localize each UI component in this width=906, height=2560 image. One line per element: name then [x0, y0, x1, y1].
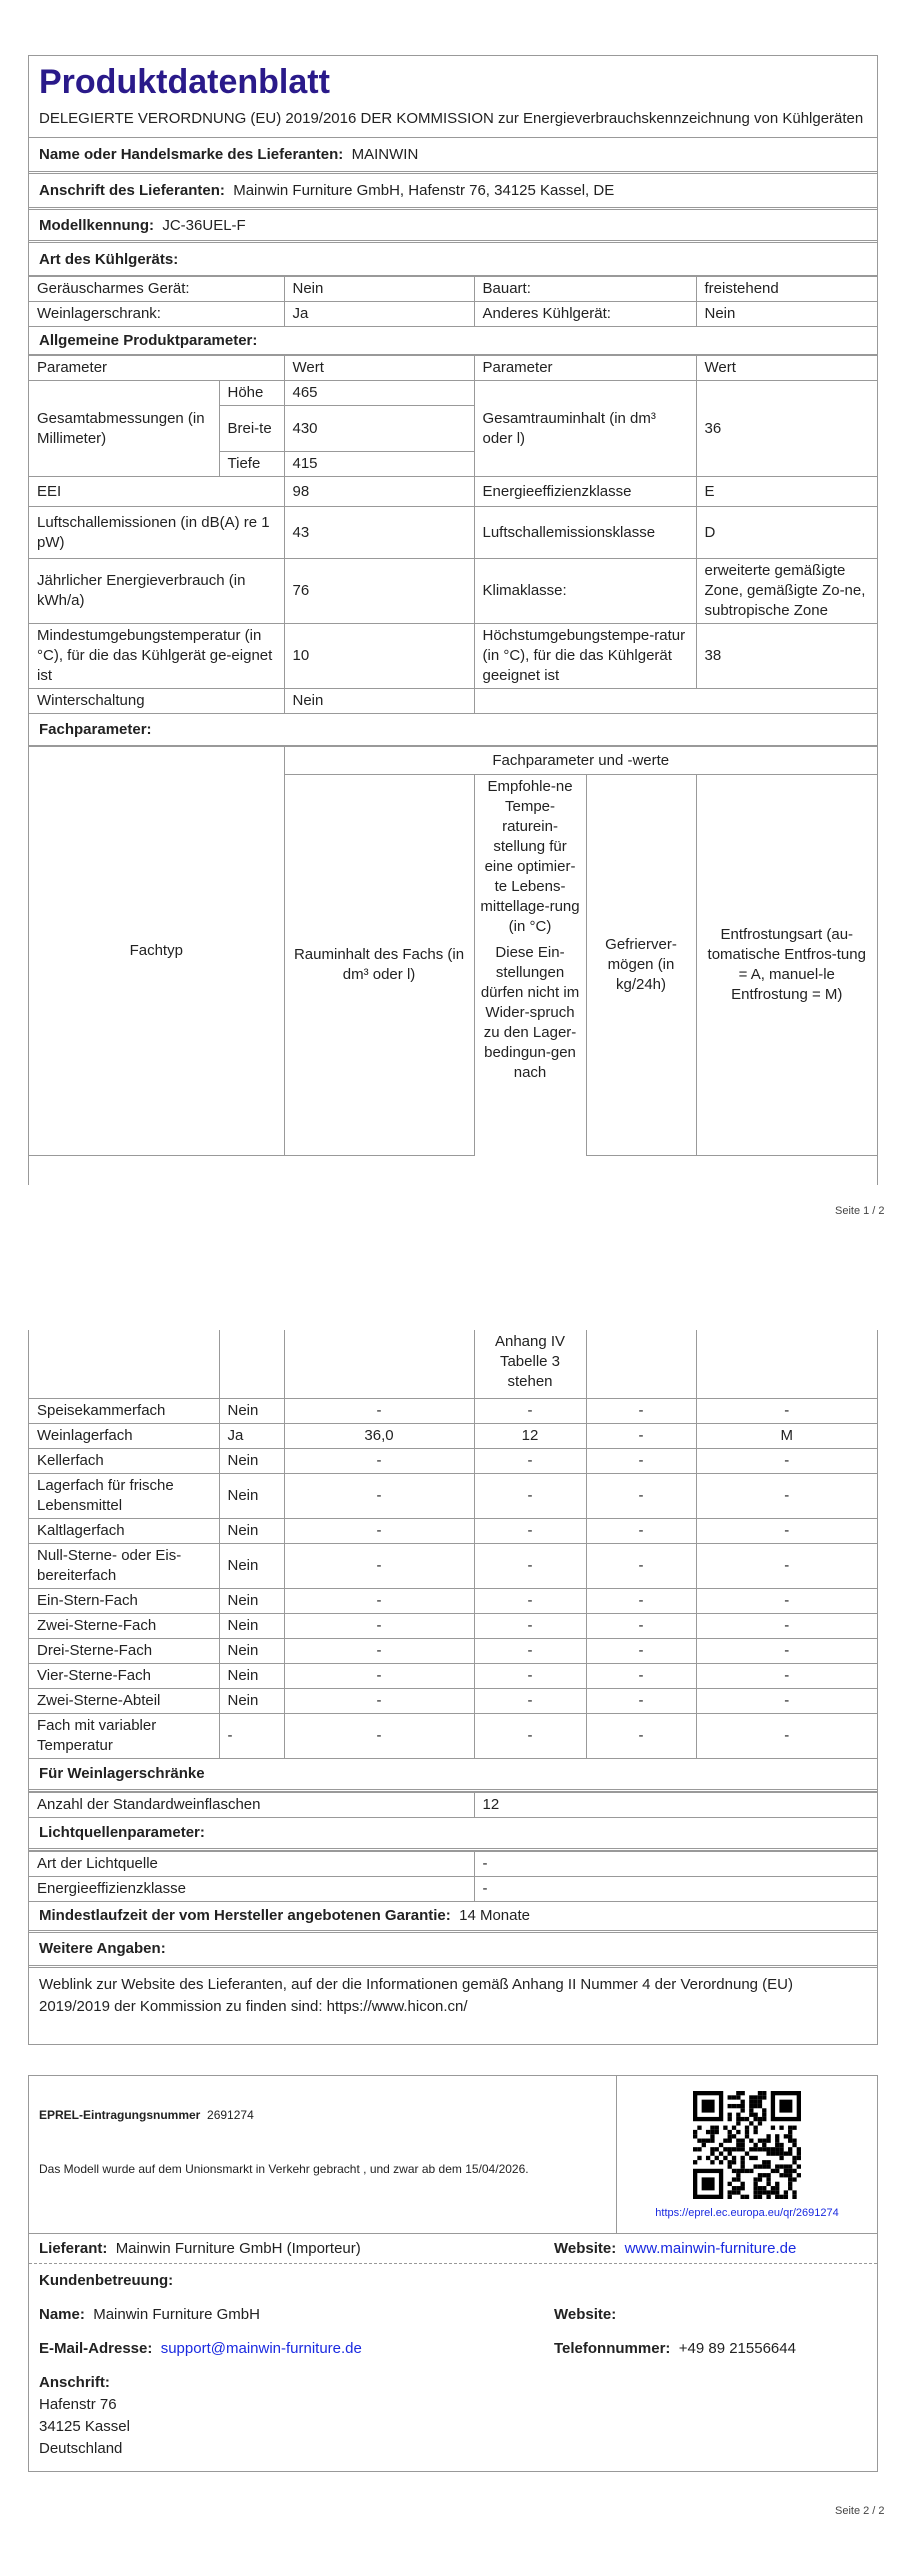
param-value: 38: [696, 624, 877, 689]
compartment-value: -: [586, 1663, 696, 1688]
compartment-value: Nein: [219, 1448, 284, 1473]
wine-bottles-value: 12: [474, 1792, 877, 1817]
address-line: 34125 Kassel: [39, 2418, 130, 2435]
param-value: D: [696, 507, 877, 559]
wine-bottles-label: Anzahl der Standardweinflaschen: [29, 1792, 474, 1817]
wine-header: Für Weinlagerschränke: [29, 1759, 877, 1792]
compartment-header-table: [29, 746, 877, 1156]
compartment-value: -: [586, 1613, 696, 1638]
supplier-value: Mainwin Furniture GmbH (Importeur): [115, 2240, 361, 2257]
compartment-value: -: [474, 1448, 586, 1473]
supplier-row: [29, 2234, 877, 2264]
compartment-row: [29, 1663, 877, 1688]
website2-label: Website:: [554, 2306, 617, 2323]
compartment-value: -: [586, 1518, 696, 1543]
compartment-params-header: Fachparameter:: [29, 714, 877, 746]
eprel-text: Das Modell wurde auf dem Unionsmarkt in Verkehr gebracht , und zwar ab dem 15/04/2026.: [39, 2162, 529, 2176]
compartment-value: -: [474, 1543, 586, 1588]
volume-value: 36: [696, 381, 877, 477]
supplier-address-label: Anschrift des Lieferanten:: [39, 182, 225, 199]
compartment-value: -: [586, 1398, 696, 1423]
name-value: Mainwin Furniture GmbH: [93, 2306, 260, 2323]
compartment-name: Zwei-Sterne-Fach: [29, 1613, 219, 1638]
phone-label: Telefonnummer:: [554, 2340, 671, 2357]
type-row: [29, 302, 877, 327]
param-value: E: [696, 477, 877, 507]
regulation-subtitle: DELEGIERTE VERORDNUNG (EU) 2019/2016 DER KOMMISSION zur Energieverbrauchskennzeichnung von Kühlgeräten: [29, 102, 877, 138]
compartment-name: Null-Sterne- oder Eis-bereiterfach: [29, 1543, 219, 1588]
compartment-value: -: [586, 1638, 696, 1663]
type-value: Nein: [284, 277, 474, 302]
compartment-value: -: [586, 1473, 696, 1518]
param-row: [29, 507, 877, 559]
winter-switch-value: Nein: [284, 689, 474, 714]
light-label: Art der Lichtquelle: [29, 1851, 474, 1876]
param-label: Luftschallemissionsklasse: [474, 507, 696, 559]
compartment-value: M: [696, 1423, 877, 1448]
compartment-value: Nein: [219, 1613, 284, 1638]
compartment-value: Nein: [219, 1663, 284, 1688]
compartment-value: -: [219, 1713, 284, 1758]
temp-col-header-note: Diese Ein-stellungen dürfen nicht im Wider-spruch zu den Lager-bedingun-gen nach: [480, 944, 580, 1081]
phone-value: +49 89 21556644: [678, 2340, 796, 2357]
service-header: Kundenbetreuung:: [39, 2272, 174, 2289]
compartment-group-header: Fachparameter und -werte: [284, 747, 877, 775]
freeze-col-header: Gefrierver-mögen (in kg/24h): [586, 775, 696, 1156]
eprel-link[interactable]: https://eprel.ec.europa.eu/qr/2691274: [655, 2206, 839, 2219]
general-params-table: [29, 355, 877, 714]
dimension-value: 465: [284, 381, 474, 406]
compartment-value: -: [284, 1543, 474, 1588]
type-label: Anderes Kühlgerät:: [474, 302, 696, 327]
compartment-value: -: [284, 1713, 474, 1758]
dimension-value: 430: [284, 406, 474, 452]
winter-switch-label: Winterschaltung: [29, 689, 284, 714]
volume-col-header: Rauminhalt des Fachs (in dm³ oder l): [284, 775, 474, 1156]
compartment-value: -: [474, 1613, 586, 1638]
page-title: Produktdatenblatt: [39, 63, 330, 101]
general-params-header: Allgemeine Produktparameter:: [29, 327, 877, 355]
supplier-label: Lieferant:: [39, 2240, 108, 2257]
compartment-name: Drei-Sterne-Fach: [29, 1638, 219, 1663]
compartment-value: -: [696, 1588, 877, 1613]
light-label: Energieeffizienzklasse: [29, 1876, 474, 1901]
compartment-row: [29, 1448, 877, 1473]
compartment-row: [29, 1688, 877, 1713]
compartment-value: Nein: [219, 1518, 284, 1543]
compartment-value: -: [586, 1543, 696, 1588]
compartment-row: [29, 1518, 877, 1543]
compartment-value: -: [284, 1518, 474, 1543]
name-label: Name:: [39, 2306, 85, 2323]
compartment-name: Fach mit variabler Temperatur: [29, 1713, 219, 1758]
compartment-value: Nein: [219, 1398, 284, 1423]
compartment-table: [29, 1330, 877, 1759]
eprel-number: 2691274: [207, 2108, 254, 2122]
compartment-value: -: [474, 1713, 586, 1758]
compartment-name: Zwei-Sterne-Abteil: [29, 1688, 219, 1713]
address-line: Deutschland: [39, 2440, 123, 2457]
compartment-value: -: [696, 1473, 877, 1518]
compartment-name: Vier-Sterne-Fach: [29, 1663, 219, 1688]
compartment-value: Nein: [219, 1688, 284, 1713]
param-label: Mindestumgebungstemperatur (in °C), für die das Kühlgerät ge-eignet ist: [29, 624, 284, 689]
compartment-value: -: [284, 1588, 474, 1613]
compartment-row: [29, 1588, 877, 1613]
appliance-type-header: Art des Kühlgeräts:: [29, 243, 877, 276]
warranty-label: Mindestlaufzeit der vom Hersteller angebotenen Garantie:: [39, 1907, 451, 1924]
param-label: EEI: [29, 477, 284, 507]
compartment-name: Ein-Stern-Fach: [29, 1588, 219, 1613]
compartment-value: -: [474, 1518, 586, 1543]
dimension-name: Tiefe: [219, 452, 284, 477]
compartment-row: [29, 1473, 877, 1518]
address-line: Hafenstr 76: [39, 2396, 117, 2413]
more-info-text: Weblink zur Website des Lieferanten, auf der die Informationen gemäß Anhang II Nummer 4 der Verordnung (EU) 2019/2019 der Kommission zu finden sind: https://www.hicon.cn/: [39, 1975, 794, 2015]
type-row: [29, 277, 877, 302]
volume-label: Gesamtrauminhalt (in dm³ oder l): [474, 381, 696, 477]
model-row: [29, 210, 877, 243]
light-value: -: [474, 1876, 877, 1901]
dimensions-label: Gesamtabmessungen (in Millimeter): [29, 381, 219, 477]
light-header: Lichtquellenparameter:: [29, 1818, 877, 1851]
supplier-address-value: Mainwin Furniture GmbH, Hafenstr 76, 34125 Kassel, DE: [233, 182, 615, 199]
compartment-value: -: [586, 1423, 696, 1448]
compartment-value: -: [696, 1638, 877, 1663]
compartment-value: -: [586, 1688, 696, 1713]
compartment-value: -: [474, 1588, 586, 1613]
light-table: [29, 1851, 877, 1902]
param-label: Jährlicher Energieverbrauch (in kWh/a): [29, 559, 284, 624]
compartment-value: -: [586, 1448, 696, 1473]
model-label: Modellkennung:: [39, 216, 154, 234]
compartment-name: Lagerfach für frische Lebensmittel: [29, 1473, 219, 1518]
compartment-value: Nein: [219, 1638, 284, 1663]
email-label: E-Mail-Adresse:: [39, 2340, 153, 2357]
compartment-value: -: [586, 1713, 696, 1758]
compartment-value: -: [284, 1398, 474, 1423]
param-row: [29, 624, 877, 689]
param-label: Energieeffizienzklasse: [474, 477, 696, 507]
type-label: Weinlagerschrank:: [29, 302, 284, 327]
supplier-name-value: MAINWIN: [351, 146, 419, 163]
col-header: Parameter: [474, 356, 696, 381]
compartment-row: [29, 1398, 877, 1423]
eprel-label: EPREL-Eintragungsnummer: [39, 2108, 201, 2122]
compartment-value: 12: [474, 1423, 586, 1448]
temp-col-header-text: Empfohle-ne Tempe-raturein-stellung für eine optimier-te Lebens-mittellage-rung (in °C): [480, 778, 580, 935]
compartment-value: -: [696, 1448, 877, 1473]
compartment-value: Nein: [219, 1588, 284, 1613]
temp-col-header-cont: Anhang IV Tabelle 3 stehen: [474, 1330, 586, 1398]
defrost-col-header: Entfrostungsart (au-tomatische Entfros-tung = A, manuel-le Entfrostung = M): [696, 775, 877, 1156]
param-label: Höchstumgebungstempe-ratur (in °C), für die das Kühlgerät geeignet ist: [474, 624, 696, 689]
compartment-value: Nein: [219, 1473, 284, 1518]
supplier-name-row: [29, 138, 877, 174]
compartment-value: -: [474, 1638, 586, 1663]
compartment-row: [29, 1613, 877, 1638]
compartment-row: [29, 1638, 877, 1663]
compartment-value: -: [696, 1713, 877, 1758]
compartment-value: -: [696, 1688, 877, 1713]
type-label: Geräuscharmes Gerät:: [29, 277, 284, 302]
compartment-value: -: [284, 1663, 474, 1688]
page-number: Seite 2 / 2: [835, 2505, 885, 2517]
dimension-name: Höhe: [219, 381, 284, 406]
compartment-row: [29, 1423, 877, 1448]
compartment-row: [29, 1543, 877, 1588]
compartment-value: -: [284, 1613, 474, 1638]
type-label: Bauart:: [474, 277, 696, 302]
col-header: Wert: [284, 356, 474, 381]
datasheet-page-2: [28, 1330, 878, 2045]
email-link[interactable]: support@mainwin-furniture.de: [160, 2340, 362, 2357]
more-info-header: Weitere Angaben:: [29, 1933, 877, 1968]
type-value: Nein: [696, 302, 877, 327]
compartment-name: Weinlagerfach: [29, 1423, 219, 1448]
compartment-value: -: [284, 1688, 474, 1713]
dimension-value: 415: [284, 452, 474, 477]
compartment-value: -: [284, 1473, 474, 1518]
compartment-value: -: [474, 1688, 586, 1713]
dimension-name: Brei-te: [219, 406, 284, 452]
compartment-value: -: [696, 1663, 877, 1688]
light-value: -: [474, 1851, 877, 1876]
compartment-value: -: [474, 1473, 586, 1518]
light-row: [29, 1876, 877, 1901]
qr-code-icon[interactable]: [693, 2091, 801, 2199]
compartment-value: -: [696, 1543, 877, 1588]
supplier-address-row: [29, 174, 877, 210]
compartment-value: -: [284, 1638, 474, 1663]
warranty-row: [29, 1902, 877, 1933]
col-header: Parameter: [29, 356, 284, 381]
datasheet-page-1: [28, 55, 878, 1185]
type-value: freistehend: [696, 277, 877, 302]
compartment-name: Speisekammerfach: [29, 1398, 219, 1423]
type-value: Ja: [284, 302, 474, 327]
param-value: erweiterte gemäßigte Zone, gemäßigte Zo-ne, subtropische Zone: [696, 559, 877, 624]
compartment-name: Kaltlagerfach: [29, 1518, 219, 1543]
address-label: Anschrift:: [39, 2374, 110, 2391]
compartment-value: 36,0: [284, 1423, 474, 1448]
compartment-value: -: [284, 1448, 474, 1473]
param-value: 76: [284, 559, 474, 624]
col-header: Wert: [696, 356, 877, 381]
compartment-value: -: [474, 1663, 586, 1688]
param-label: Klimaklasse:: [474, 559, 696, 624]
param-value: 43: [284, 507, 474, 559]
appliance-type-table: [29, 276, 877, 327]
temp-col-header: [474, 775, 586, 1156]
page-number: Seite 1 / 2: [835, 1205, 885, 1217]
param-row: [29, 477, 877, 507]
model-value: JC-36UEL-F: [162, 216, 246, 234]
compartment-value: -: [696, 1518, 877, 1543]
light-row: [29, 1851, 877, 1876]
warranty-value: 14 Monate: [459, 1907, 530, 1924]
compartment-type-header: Fachtyp: [29, 747, 284, 1156]
compartment-value: -: [696, 1398, 877, 1423]
website-label: Website:: [554, 2240, 617, 2257]
param-value: 10: [284, 624, 474, 689]
compartment-value: Ja: [219, 1423, 284, 1448]
compartment-value: -: [474, 1398, 586, 1423]
param-value: 98: [284, 477, 474, 507]
param-label: Luftschallemissionen (in dB(A) re 1 pW): [29, 507, 284, 559]
compartment-row: [29, 1713, 877, 1758]
compartment-value: Nein: [219, 1543, 284, 1588]
wine-table: [29, 1792, 877, 1818]
param-row: [29, 559, 877, 624]
supplier-name-label: Name oder Handelsmarke des Lieferanten:: [39, 146, 344, 163]
compartment-name: Kellerfach: [29, 1448, 219, 1473]
eprel-box: [28, 2075, 878, 2472]
compartment-value: -: [586, 1588, 696, 1613]
website-link[interactable]: www.mainwin-furniture.de: [624, 2240, 797, 2257]
compartment-value: -: [696, 1613, 877, 1638]
